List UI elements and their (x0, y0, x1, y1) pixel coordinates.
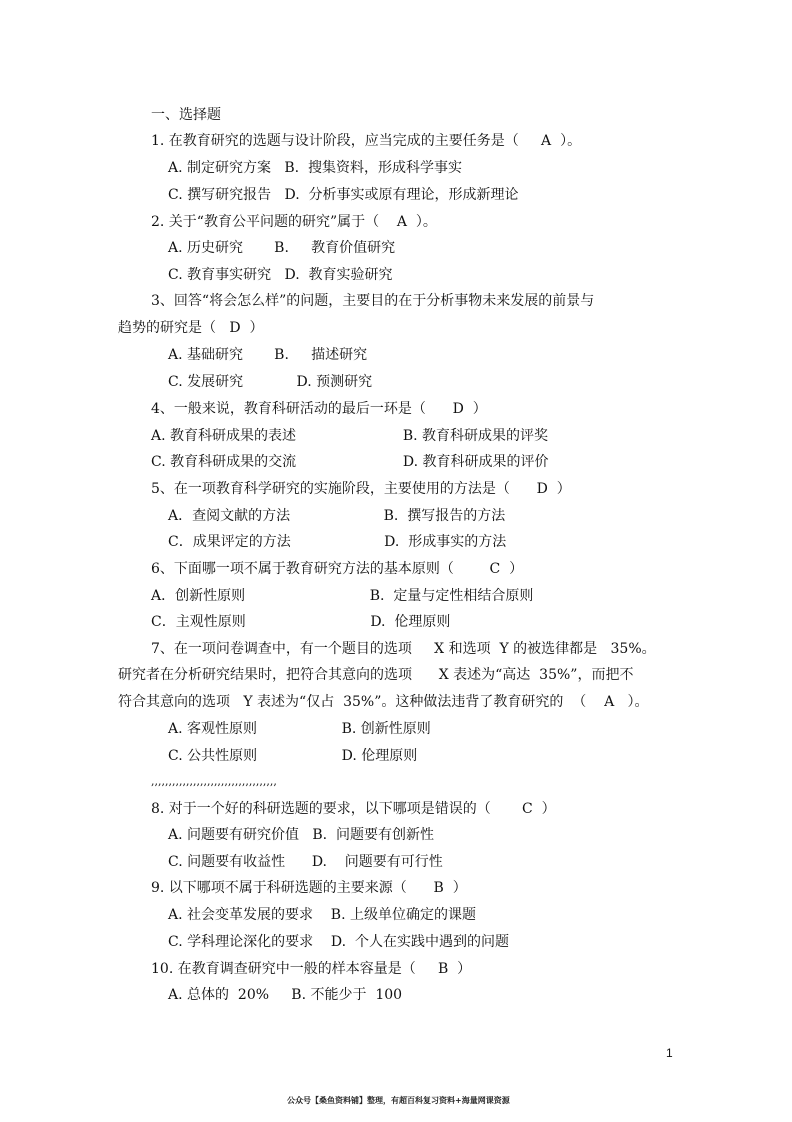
q9-options-ab: A. 社会变革发展的要求 B. 上级单位确定的课题 (168, 907, 476, 923)
question-3-cont: 趋势的研究是（ D ） (118, 320, 264, 336)
question-4: 4、一般来说，教育科研活动的最后一环是（ D ） (151, 401, 487, 417)
q1-options-cd: C. 撰写研究报告 D. 分析事实或原有理论，形成新理论 (168, 187, 519, 203)
question-7-cont-2: 符合其意向的选项 Y 表述为“仅占 35%”。这种做法违背了教育研究的 （ A ）。 (118, 694, 649, 710)
separator-commas: ,,,,,,,,,,,,,,,,,,,,,,,,,,,,,,,,,,,, (151, 775, 277, 788)
q4-options-ab: A. 教育科研成果的表述 B. 教育科研成果的评奖 (151, 428, 549, 444)
q7-options-ab: A. 客观性原则 B. 创新性原则 (168, 721, 431, 737)
question-7-cont-1: 研究者在分析研究结果时，把符合其意向的选项 X 表述为“高达 35%”，而把不 (118, 667, 634, 683)
q5-options-ab: A．查阅文献的方法 B. 撰写报告的方法 (168, 508, 506, 524)
q7-options-cd: C. 公共性原则 D. 伦理原则 (168, 748, 418, 764)
question-1: 1. 在教育研究的选题与设计阶段，应当完成的主要任务是（ A ）。 (151, 133, 582, 149)
q8-options-cd: C. 问题要有收益性 D. 问题要有可行性 (168, 854, 443, 870)
question-8: 8. 对于一个好的科研选题的要求，以下哪项是错误的（ C ） (151, 801, 556, 817)
question-10: 10. 在教育调查研究中一般的样本容量是（ B ） (151, 961, 472, 977)
question-7: 7、在一项问卷调查中，有一个题目的选项 X 和选项 Y 的被选律都是 35%。 (151, 641, 656, 657)
q8-options-ab: A. 问题要有研究价值 B. 问题要有创新性 (168, 827, 434, 843)
question-2: 2. 关于“教育公平问题的研究”属于（ A ）。 (151, 214, 437, 230)
q10-options-ab: A. 总体的 20% B. 不能少于 100 (168, 987, 403, 1003)
q5-options-cd: C．成果评定的方法 D. 形成事实的方法 (168, 534, 507, 550)
question-6: 6、下面哪一项不属于教育研究方法的基本原则（ C ） (151, 561, 524, 577)
q6-options-cd: C．主观性原则 D. 伦理原则 (151, 614, 451, 630)
section-title: 一、选择题 (151, 107, 221, 123)
q9-options-cd: C. 学科理论深化的要求 D. 个人在实践中遇到的问题 (168, 934, 509, 950)
question-9: 9. 以下哪项不属于科研选题的主要来源（ B ） (151, 880, 467, 896)
q4-options-cd: C. 教育科研成果的交流 D. 教育科研成果的评价 (151, 454, 549, 470)
q3-options-ab: A. 基础研究 B. 描述研究 (168, 347, 368, 363)
question-3: 3、回答“将会怎么样”的问题，主要目的在于分析事物未来发展的前景与 (151, 293, 595, 309)
question-5: 5、在一项教育科学研究的实施阶段，主要使用的方法是（ D ） (151, 481, 571, 497)
q1-options-ab: A. 制定研究方案 B. 搜集资料，形成科学事实 (168, 160, 462, 176)
q2-options-cd: C. 教育事实研究 D. 教育实验研究 (168, 267, 393, 283)
q6-options-ab: A．创新性原则 B. 定量与定性相结合原则 (151, 588, 534, 604)
footer-note: 公众号【桑鱼资料铺】整理，有超百科复习资料+海量网课资源 (287, 1096, 510, 1105)
q2-options-ab: A. 历史研究 B. 教育价值研究 (168, 240, 396, 256)
q3-options-cd: C. 发展研究 D. 预测研究 (168, 374, 373, 390)
page-number: 1 (666, 1046, 673, 1060)
